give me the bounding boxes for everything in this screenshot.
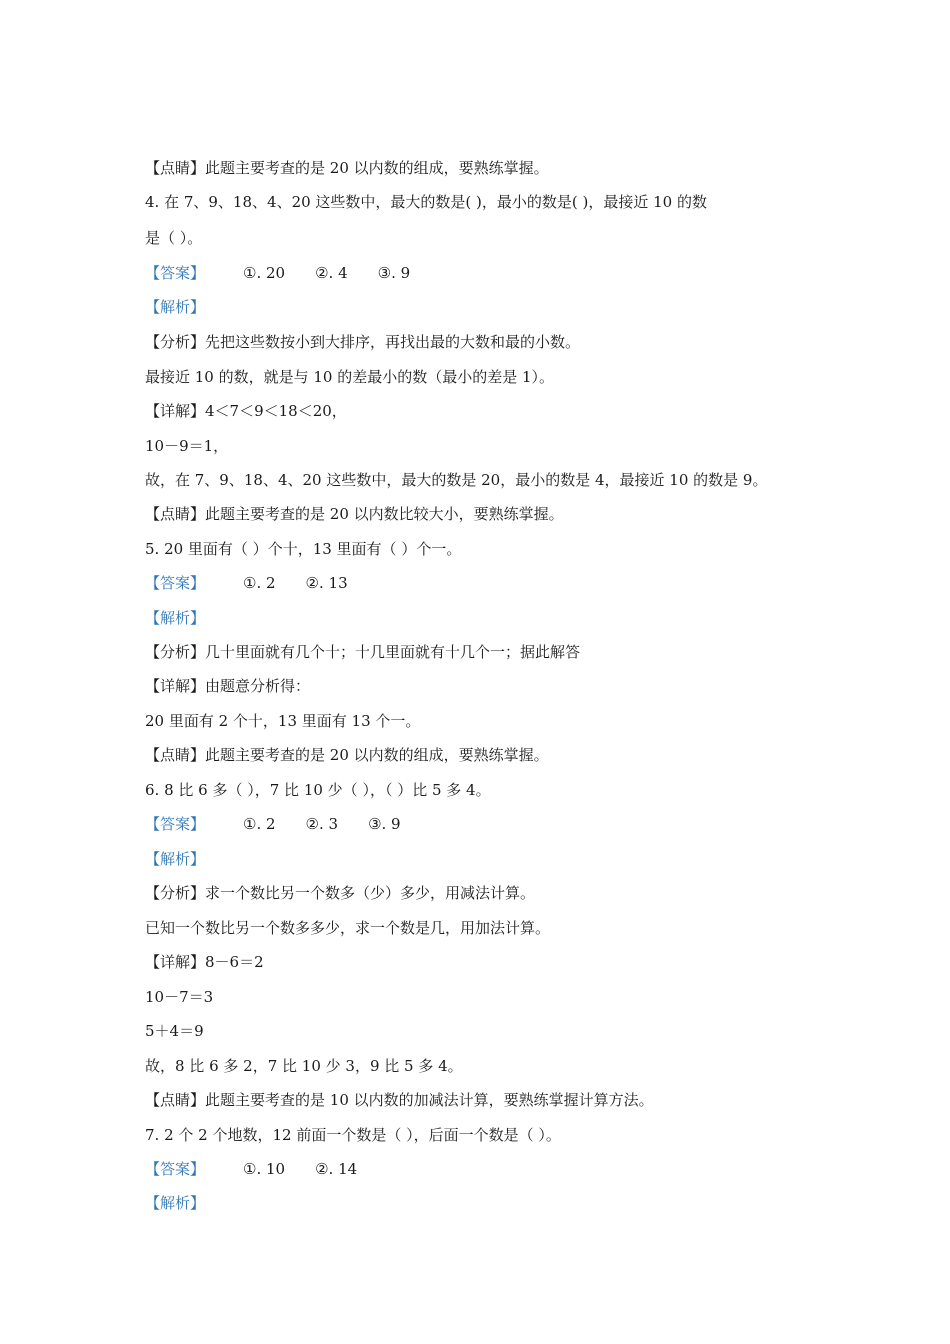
answer-item: ③. 9	[368, 815, 401, 833]
answer-item: ②. 13	[305, 574, 348, 592]
text-line: 5＋4＝9	[145, 1022, 204, 1040]
answer-6	[145, 814, 825, 834]
text-line: 最接近 10 的数，就是与 10 的差最小的数（最小的差是 1）。	[145, 368, 555, 386]
question-7: 7. 2 个 2 个地数，12 前面一个数是（ ），后面一个数是（ ）。	[145, 1126, 561, 1144]
answer-item: ②. 14	[315, 1160, 358, 1178]
answer-4	[145, 263, 825, 283]
answer-label: 【答案】	[145, 815, 206, 833]
answer-5	[145, 573, 825, 593]
text-line: 10－7＝3	[145, 988, 214, 1006]
question-6: 6. 8 比 6 多（ ），7 比 10 少（ ），（ ）比 5 多 4。	[145, 781, 491, 799]
answer-7	[145, 1159, 825, 1179]
answer-item: ②. 4	[315, 264, 348, 282]
answer-item: ①. 2	[243, 574, 276, 592]
answer-item: ②. 3	[305, 815, 339, 833]
question-4-cont: 是（ ）。	[145, 229, 203, 247]
text-line: 10－9＝1，	[145, 437, 229, 455]
answer-item: ③. 9	[377, 264, 411, 282]
text-line: 【详解】由题意分析得：	[145, 677, 311, 695]
text-line: 故，在 7、9、18、4、20 这些数中，最大的数是 20，最小的数是 4，最接近 10 的数是 9。	[145, 471, 768, 489]
answer-label: 【答案】	[145, 574, 206, 592]
text-line: 【点睛】此题主要考查的是 10 以内数的加减法计算，要熟练掌握计算方法。	[145, 1091, 654, 1109]
text-line: 【点睛】此题主要考查的是 20 以内数的组成，要熟练掌握。	[145, 746, 549, 764]
text-line: 20 里面有 2 个十，13 里面有 13 个一。	[145, 712, 421, 730]
answer-item: ①. 20	[243, 264, 286, 282]
text-line: 故，8 比 6 多 2，7 比 10 少 3，9 比 5 多 4。	[145, 1057, 463, 1075]
text-line: 【详解】8－6＝2	[145, 953, 264, 971]
analysis-label: 【解析】	[145, 298, 206, 316]
question-5: 5. 20 里面有（ ）个十，13 里面有（ ）个一。	[145, 540, 462, 558]
answer-label: 【答案】	[145, 1160, 206, 1178]
answer-item: ①. 2	[243, 815, 276, 833]
question-4: 4. 在 7、9、18、4、20 这些数中，最大的数是( )，最小的数是( )，最接近 10 的数	[145, 193, 707, 211]
text-line: 【分析】求一个数比另一个数多（少）多少，用减法计算。	[145, 884, 536, 902]
analysis-label: 【解析】	[145, 609, 206, 627]
text-line: 【分析】先把这些数按小到大排序，再找出最的大数和最的小数。	[145, 333, 581, 351]
analysis-label: 【解析】	[145, 1194, 206, 1212]
text-line: 已知一个数比另一个数多多少，求一个数是几，用加法计算。	[145, 919, 551, 937]
text-line: 【分析】几十里面就有几个十；十几里面就有十几个一；据此解答	[145, 643, 581, 661]
answer-item: ①. 10	[243, 1160, 286, 1178]
answer-label: 【答案】	[145, 264, 206, 282]
text-line: 【点睛】此题主要考查的是 20 以内数比较大小，要熟练掌握。	[145, 505, 564, 523]
text-line: 【详解】4＜7＜9＜18＜20，	[145, 402, 347, 420]
analysis-label: 【解析】	[145, 850, 206, 868]
text-line: 【点睛】此题主要考查的是 20 以内数的组成，要熟练掌握。	[145, 159, 549, 177]
